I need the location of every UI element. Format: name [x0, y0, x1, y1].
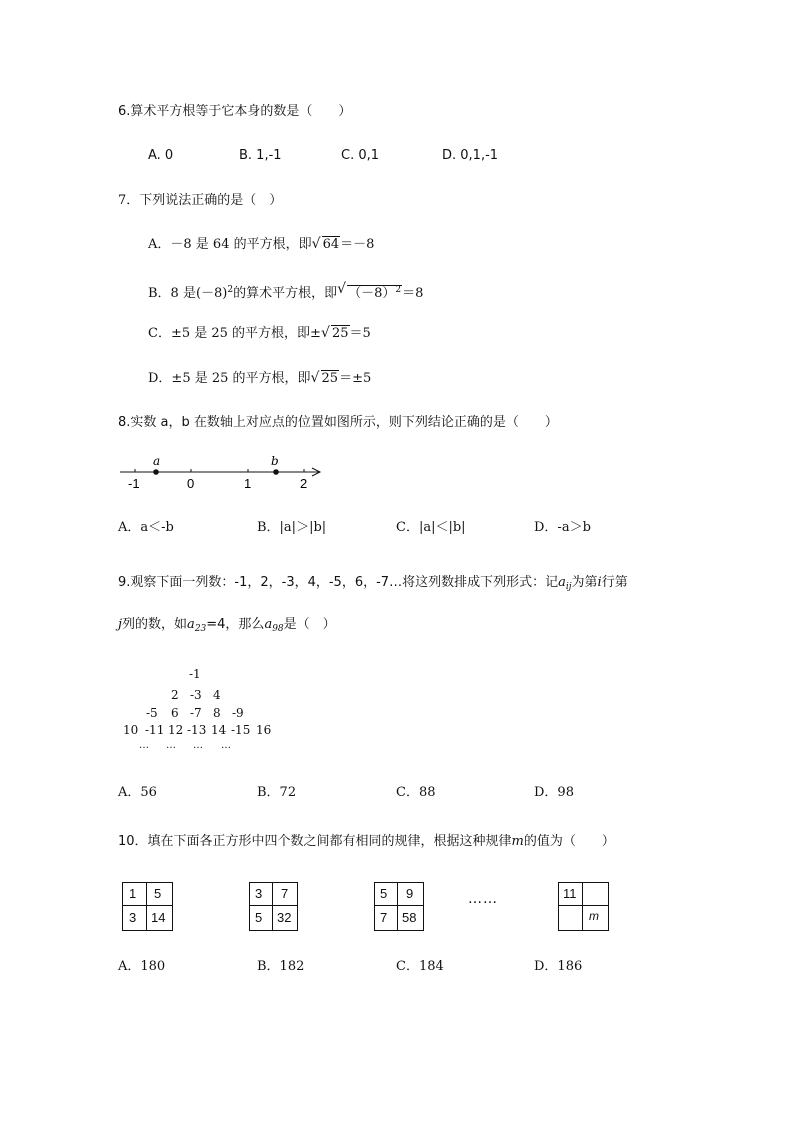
triangle-cell: -5	[146, 706, 158, 720]
square-cell: 32	[277, 910, 292, 925]
radicand: 25	[331, 326, 349, 341]
q8-option-d: D．-a＞b	[534, 520, 591, 535]
sequence-dots: ……	[468, 891, 498, 907]
q8-option-b: B．|a|＞|b|	[257, 520, 327, 535]
var-a: a	[264, 617, 273, 632]
triangle-cell: 8	[213, 706, 221, 720]
q7-b-result: ＝8	[402, 286, 424, 301]
square-cell: 3	[129, 910, 137, 925]
point-a-label: a	[153, 454, 161, 468]
var-a: a	[187, 617, 195, 632]
square-divider	[122, 905, 172, 906]
q8-option-a: A．a＜-b	[118, 520, 174, 535]
point-b-label: b	[271, 454, 279, 468]
triangle-cell: 6	[171, 706, 179, 720]
q10-option-c: C．184	[396, 959, 444, 974]
q9-stem-text: 为第	[571, 575, 598, 590]
q9-option-b: B．72	[257, 785, 297, 800]
number-line-figure	[116, 452, 328, 492]
square-cell: 14	[151, 910, 166, 925]
subscript: 23	[194, 624, 207, 634]
q10-stem-text: 的值为（ ）	[523, 834, 615, 849]
tick-label: 2	[300, 476, 308, 491]
var-j: j	[118, 617, 123, 632]
triangle-cell: -1	[189, 667, 201, 681]
q6-option-c: C. 0,1	[341, 148, 380, 163]
triangle-cell: 14	[211, 723, 227, 737]
triangle-cell: -7	[190, 706, 202, 720]
square-cell: 7	[281, 886, 289, 901]
q10-stem	[118, 834, 615, 850]
triangle-cell: -11	[145, 723, 165, 737]
q9-option-c: C．88	[396, 785, 436, 800]
q9-stem-line2	[118, 617, 336, 637]
q7-b-text: B．8 是(－8)	[148, 286, 228, 301]
point-b	[273, 469, 279, 475]
q6-stem: 6.算术平方根等于它本身的数是（ ）	[118, 104, 352, 119]
square-divider	[582, 882, 583, 930]
q7-c-text: C．±5 是 25 的平方根，即±	[148, 326, 321, 341]
q7-a-text: A．－8 是 64 的平方根，即	[148, 237, 312, 252]
q7-a-result: ＝－8	[340, 237, 375, 252]
q10-option-b: B．182	[257, 959, 305, 974]
square-cell-m: m	[589, 909, 599, 923]
tick-label: 0	[187, 476, 195, 491]
q7-stem: 7．下列说法正确的是（ ）	[118, 193, 283, 208]
radicand	[347, 285, 402, 301]
square-divider	[558, 905, 608, 906]
radicand: 25	[321, 371, 339, 386]
q7-option-b	[148, 282, 423, 302]
triangle-cell: -3	[190, 688, 202, 702]
q7-option-c	[148, 326, 371, 342]
q9-stem-text: 是（ ）	[283, 617, 336, 632]
square-divider	[249, 905, 297, 906]
subscript: ij	[565, 582, 572, 592]
triangle-ellipsis: …	[221, 740, 231, 751]
tick-label: -1	[128, 476, 140, 491]
q6-option-b: B. 1,-1	[239, 148, 282, 163]
sqrt-symbol: √ $(-8)^2$	[337, 281, 402, 301]
square-cell: 11	[563, 886, 577, 901]
q7-option-d	[148, 371, 371, 387]
exponent: 2	[227, 285, 234, 295]
q7-c-result: ＝5	[349, 326, 371, 341]
triangle-cell: 4	[213, 688, 221, 702]
square-cell: 5	[154, 886, 162, 901]
sqrt-symbol: √ 25	[310, 370, 339, 386]
square-cell: 5	[255, 910, 263, 925]
q7-d-text: D．±5 是 25 的平方根，即	[148, 371, 311, 386]
square-divider	[397, 882, 398, 930]
q9-option-a: A．56	[118, 785, 157, 800]
q10-option-a: A．180	[118, 959, 166, 974]
tick-label: 1	[244, 476, 252, 491]
var-a: a	[558, 575, 566, 590]
triangle-cell: -9	[232, 706, 244, 720]
q9-stem-text: 行第	[601, 575, 628, 590]
triangle-cell: -13	[187, 723, 207, 737]
q9-option-d: D．98	[534, 785, 574, 800]
q6-option-d: D. 0,1,-1	[442, 148, 499, 163]
triangle-ellipsis: …	[139, 740, 149, 751]
square-cell: 5	[380, 886, 388, 901]
var-i: i	[597, 575, 602, 590]
triangle-cell: 2	[171, 688, 179, 702]
triangle-cell: -15	[231, 723, 251, 737]
q8-stem: 8.实数 a，b 在数轴上对应点的位置如图所示，则下列结论正确的是（ ）	[118, 415, 558, 430]
square-cell: 7	[380, 910, 388, 925]
q8-option-c: C．|a|＜|b|	[396, 520, 466, 535]
sqrt-symbol: √ 64	[311, 236, 340, 252]
q9-stem-text: 列的数，如	[122, 617, 188, 632]
square-cell: 3	[255, 886, 263, 901]
triangle-cell: 10	[123, 723, 139, 737]
q9-stem-text: =4，那么	[206, 617, 265, 632]
triangle-ellipsis: …	[193, 740, 203, 751]
q10-stem-text: 10．填在下面各正方形中四个数之间都有相同的规律，根据这种规律	[118, 834, 512, 849]
q7-option-a	[148, 237, 374, 253]
square-cell: 9	[406, 886, 414, 901]
triangle-cell: 12	[168, 723, 184, 737]
square-cell: 1	[129, 886, 137, 901]
square-divider	[272, 882, 273, 930]
radicand: 64	[322, 237, 340, 252]
q10-option-d: D．186	[534, 959, 583, 974]
triangle-ellipsis: …	[166, 740, 176, 751]
square-divider	[146, 882, 147, 930]
q6-option-a: A. 0	[148, 148, 174, 163]
q9-stem-line1	[118, 575, 628, 595]
square-divider	[374, 905, 423, 906]
sqrt-symbol: √ 25	[320, 325, 349, 341]
var-m: m	[511, 834, 524, 849]
triangle-cell: 16	[256, 723, 272, 737]
q7-b-mid: 的算术平方根，即	[233, 286, 338, 301]
subscript: 98	[272, 624, 284, 634]
exponent: 2	[395, 285, 402, 295]
q9-stem-text: 9.观察下面一列数：-1，2，-3，4，-5，6，-7…将这列数排成下列形式：记	[118, 575, 559, 590]
q7-d-result: ＝±5	[339, 371, 372, 386]
square-cell: 58	[402, 910, 417, 925]
point-a	[153, 469, 159, 475]
radicand-base: （－8）	[348, 286, 396, 301]
